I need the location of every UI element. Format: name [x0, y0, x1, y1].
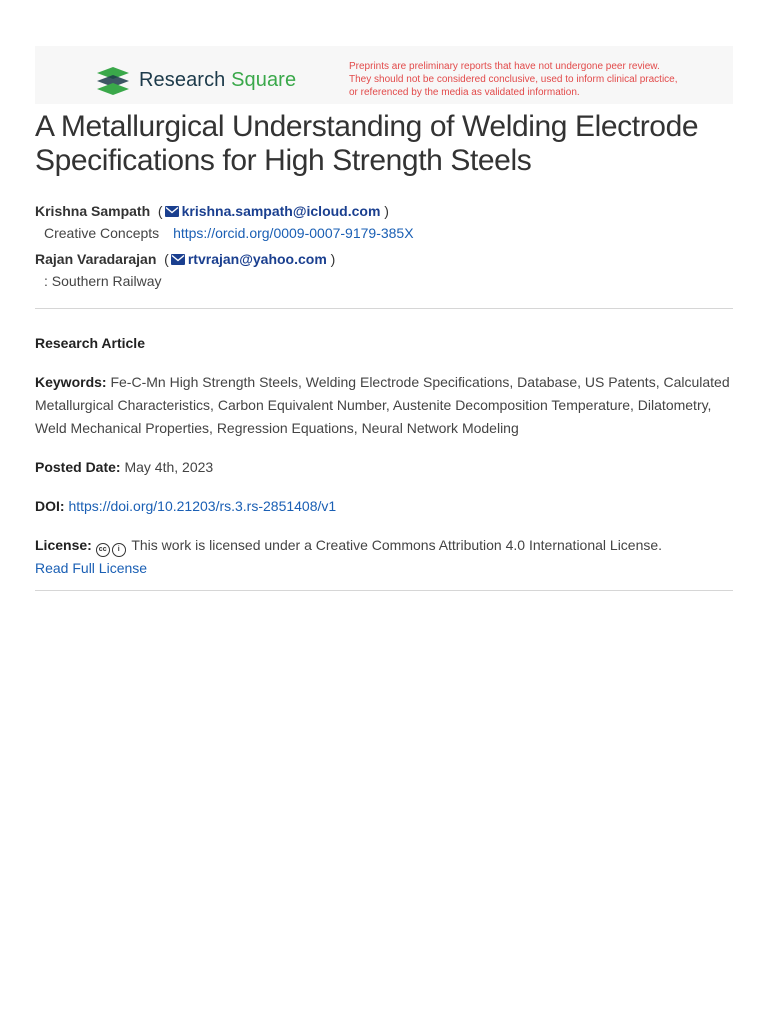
by-attribution-icon: i: [112, 543, 126, 557]
disclaimer-line: or referenced by the media as validated information.: [349, 87, 580, 98]
license-field: [35, 534, 735, 580]
article-type-label: Research Article: [35, 335, 145, 351]
disclaimer-line: They should not be considered conclusive, used to inform clinical practice,: [349, 74, 678, 85]
preprint-banner: [35, 46, 733, 104]
logo-word-research: Research: [139, 68, 226, 91]
paper-title: A Metallurgical Understanding of Welding Electrode Specifications for High Strength Steels: [35, 110, 699, 177]
preprint-disclaimer: [349, 60, 729, 99]
paren-close: ): [380, 203, 389, 219]
affiliation-text: Creative Concepts: [44, 225, 160, 241]
author-name: Rajan Varadarajan: [35, 251, 157, 267]
keywords-label: Keywords:: [35, 374, 107, 390]
author-affiliation: [44, 225, 414, 241]
posted-date-field: [35, 456, 735, 479]
orcid-link[interactable]: https://orcid.org/0009-0007-9179-385X: [173, 225, 414, 241]
author-email-link[interactable]: [169, 251, 327, 267]
envelope-icon: [165, 206, 179, 217]
author-email-link[interactable]: [163, 203, 381, 219]
license-text: This work is licensed under a Creative Commons Attribution 4.0 International License.: [131, 537, 663, 553]
paren-open: (: [160, 251, 169, 267]
cc-icon: cc: [96, 543, 110, 557]
logo-wordmark: [139, 69, 296, 92]
divider: [35, 308, 733, 309]
author-entry: [35, 251, 335, 267]
keywords-value: Fe-C-Mn High Strength Steels, Welding Electrode Specifications, Database, US Patents, Calculated Metallurgical Characteristics, Carbon Equivalent Number, Austenite Decomposition Temperature, Dilatometry, Weld Mechanical Properties, Regression Equations, Neural Network Modeling: [35, 374, 730, 436]
read-full-license-link[interactable]: Read Full License: [35, 560, 148, 576]
paren-close: ): [326, 251, 336, 267]
paren-open: (: [154, 203, 163, 219]
research-square-logo[interactable]: [95, 64, 296, 96]
posted-date-label: Posted Date:: [35, 459, 121, 475]
email-text: krishna.sampath@icloud.com: [181, 203, 381, 219]
doi-label: DOI:: [35, 498, 65, 514]
license-label: License:: [35, 537, 92, 553]
author-affiliation: [44, 273, 162, 289]
author-entry: [35, 203, 389, 219]
doi-link[interactable]: https://doi.org/10.21203/rs.3.rs-2851408/v1: [68, 498, 337, 514]
article-type: [35, 332, 735, 355]
author-name: Krishna Sampath: [35, 203, 151, 219]
posted-date-value: May 4th, 2023: [124, 459, 214, 475]
divider: [35, 590, 733, 591]
email-text: rtvrajan@yahoo.com: [187, 251, 327, 267]
keywords-field: [35, 371, 735, 440]
envelope-icon: [171, 254, 185, 265]
research-square-logo-icon: [95, 65, 131, 95]
doi-field: [35, 495, 735, 518]
affiliation-text: : Southern Railway: [44, 273, 162, 289]
disclaimer-line: Preprints are preliminary reports that have not undergone peer review.: [349, 61, 660, 72]
logo-word-square: Square: [231, 68, 297, 91]
